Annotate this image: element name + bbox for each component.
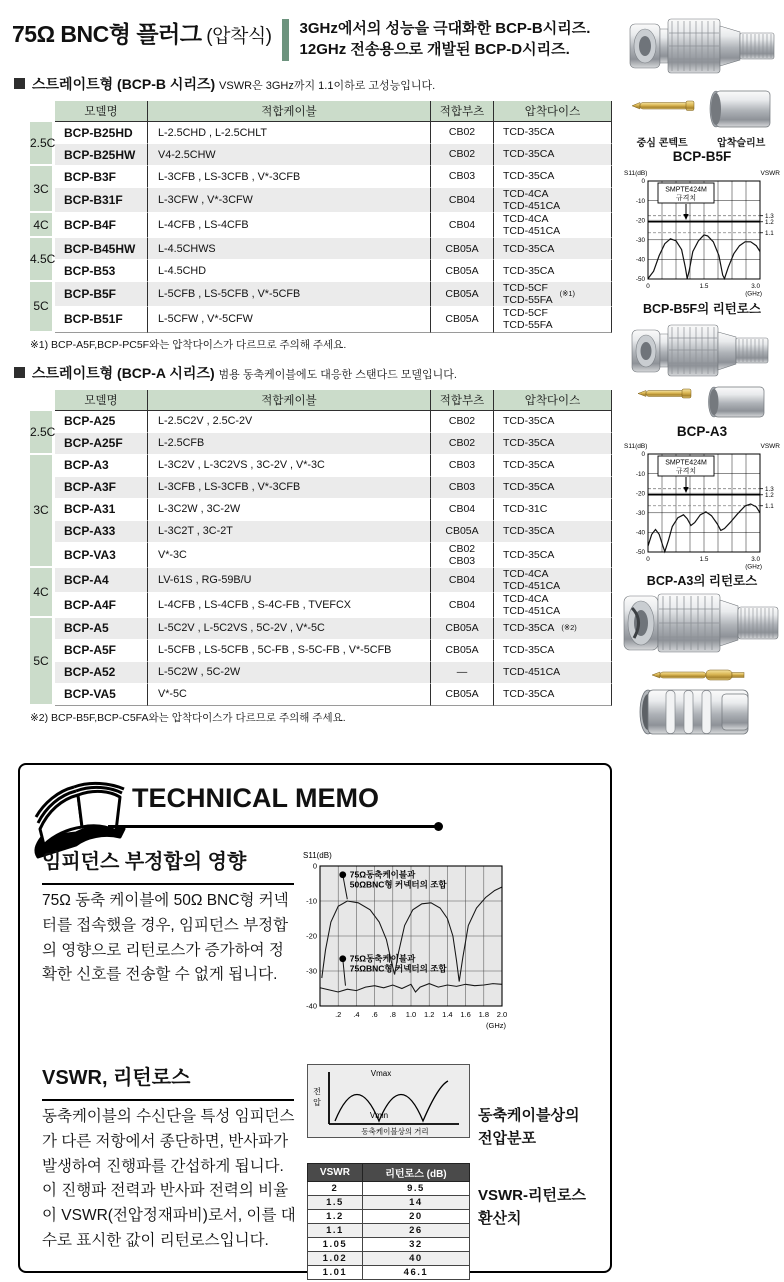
crimp-die: TCD-4CA TCD-451CA: [493, 593, 612, 618]
footnote-1: ※1) BCP-A5F,BCP-PC5F와는 압착다이스가 다르므로 주의해 주세요.: [30, 338, 347, 351]
model-name: BCP-B4F: [55, 213, 147, 238]
accent-bar: [282, 19, 289, 61]
compatible-cables: L-5CFB , LS-5CFB , V*-5CFB: [147, 282, 430, 307]
column-header-cable: 적합케이블: [147, 101, 430, 122]
voltage-caption-line2: 전압분포: [478, 1129, 536, 1147]
model-name: BCP-VA5: [55, 684, 147, 706]
model-name: BCP-A52: [55, 662, 147, 684]
svg-text:-30: -30: [306, 966, 317, 976]
svg-text:-10: -10: [306, 896, 317, 906]
vswr-cell: 32: [362, 1238, 469, 1252]
compatible-boot: CB05A: [430, 684, 493, 706]
title-rule: [108, 825, 440, 828]
compatible-boot: —: [430, 662, 493, 684]
model-name: BCP-A3: [55, 455, 147, 477]
svg-text:-20: -20: [635, 217, 645, 225]
compatible-cables: L-4.5CHWS: [147, 238, 430, 260]
vswr-cell: 1.01: [308, 1266, 363, 1280]
bcp-a3-return-loss-chart: [622, 440, 782, 570]
column-header-die: 압착다이스: [493, 101, 612, 122]
model-name: BCP-VA3: [55, 543, 147, 568]
compatible-cables: V*-3C: [147, 543, 430, 568]
crimp-die: TCD-31C: [493, 499, 612, 521]
model-name: BCP-A5: [55, 618, 147, 640]
vswr-cell: 1.02: [308, 1252, 363, 1266]
crimp-die: TCD-4CA TCD-451CA: [493, 568, 612, 593]
center-contact-label: 중심 콘텍트: [636, 138, 688, 149]
column-header-model: 모델명: [55, 390, 147, 411]
vswr-row: [308, 1224, 470, 1238]
model-name: BCP-B53: [55, 260, 147, 282]
svg-text:S11(dB): S11(dB): [303, 851, 332, 860]
spec-table-a-series: [30, 390, 612, 706]
vswr-col-header: VSWR: [308, 1164, 363, 1182]
voltage-axis-char-2: 압: [313, 1098, 321, 1107]
spec-row: [30, 307, 612, 332]
bnc-plug-photo-3: [622, 588, 782, 738]
cable-size-group: 4C: [30, 213, 55, 238]
compatible-cables: L-3CFB , LS-3CFB , V*-3CFB: [147, 166, 430, 188]
cable-size-group: 4.5C: [30, 238, 55, 282]
svg-text:3.0: 3.0: [751, 556, 760, 563]
svg-text:VSWR: VSWR: [760, 443, 780, 450]
compatible-boot: CB05A: [430, 521, 493, 543]
vswr-cell: 1.5: [308, 1196, 363, 1210]
crimp-die: TCD-35CA: [493, 238, 612, 260]
crimp-die: TCD-35CA: [493, 433, 612, 455]
compatible-boot: CB05A: [430, 307, 493, 332]
product1-caption: BCP-B5F: [672, 149, 732, 164]
svg-text:1.2: 1.2: [423, 1010, 435, 1019]
svg-text:규격치: 규격치: [675, 195, 697, 202]
header-spacer: [30, 101, 55, 122]
page-title: [12, 16, 272, 49]
svg-text:VSWR: VSWR: [760, 170, 780, 177]
sidebar: [620, 0, 784, 760]
svg-text:S11(dB): S11(dB): [624, 443, 648, 450]
svg-text:3.0: 3.0: [751, 283, 760, 290]
compatible-boot: CB02: [430, 433, 493, 455]
memo-heading-vswr: VSWR, 리턴로스: [42, 1061, 294, 1101]
vmax-label: Vmax: [370, 1069, 392, 1078]
model-name: BCP-A33: [55, 521, 147, 543]
svg-text:SMPTE424M: SMPTE424M: [665, 186, 707, 194]
tagline-line2: 12GHz 전송용으로 개발된 BCP-D시리즈.: [299, 41, 570, 58]
compatible-boot: CB04: [430, 499, 493, 521]
impedance-mismatch-chart: [298, 849, 513, 1034]
spec-row: [30, 122, 612, 144]
cable-size-group: 4C: [30, 568, 55, 618]
voltage-diagram-caption: [478, 1105, 579, 1150]
vswr-row: [308, 1266, 470, 1280]
svg-text:1.6: 1.6: [460, 1010, 471, 1019]
footnote-marker: (※2): [561, 623, 577, 633]
model-name: BCP-B31F: [55, 188, 147, 213]
spec-row: [30, 144, 612, 166]
svg-text:.6: .6: [371, 1010, 378, 1019]
compatible-cables: V4-2.5CHW: [147, 144, 430, 166]
svg-text:75Ω동축케이블과: 75Ω동축케이블과: [349, 869, 416, 880]
spec-row: [30, 568, 612, 593]
spec-row: [30, 477, 612, 499]
spec-table-b-series: [30, 101, 612, 333]
technical-memo-title: TECHNICAL MEMO: [132, 783, 379, 813]
compatible-boot: CB04: [430, 213, 493, 238]
vswr-cell: 1.1: [308, 1224, 363, 1238]
svg-text:1.3: 1.3: [765, 212, 774, 220]
compatible-cables: L-5C2V , L-5C2VS , 5C-2V , V*-5C: [147, 618, 430, 640]
crimp-die: TCD-5CF TCD-55FA (※1): [493, 282, 612, 307]
compatible-cables: L-4.5CHD: [147, 260, 430, 282]
svg-text:75Ω동축케이블과: 75Ω동축케이블과: [349, 953, 416, 964]
chart1-caption: BCP-B5F의 리턴로스: [642, 302, 762, 316]
spec-row: [30, 282, 612, 307]
crimp-die: TCD-451CA: [493, 662, 612, 684]
compatible-boot: CB02 CB03: [430, 543, 493, 568]
column-header-cable: 적합케이블: [147, 390, 430, 411]
compatible-cables: L-5CFW , V*-5CFW: [147, 307, 430, 332]
vswr-table-caption: [478, 1185, 586, 1230]
tagline: [300, 16, 591, 60]
model-name: BCP-A4: [55, 568, 147, 593]
vswr-cell: 14: [362, 1196, 469, 1210]
svg-text:S11(dB): S11(dB): [624, 170, 648, 177]
column-header-die: 압착다이스: [493, 390, 612, 411]
svg-text:SMPTE424M: SMPTE424M: [665, 459, 707, 467]
vswr-caption-line1: VSWR-리턴로스: [478, 1187, 586, 1204]
vswr-row: [308, 1252, 470, 1266]
compatible-boot: CB04: [430, 568, 493, 593]
svg-text:2.0: 2.0: [496, 1010, 508, 1019]
compatible-cables: L-2.5CFB: [147, 433, 430, 455]
compatible-boot: CB03: [430, 477, 493, 499]
compatible-cables: L-2.5C2V , 2.5C-2V: [147, 411, 430, 433]
model-name: BCP-A31: [55, 499, 147, 521]
spec-row: [30, 433, 612, 455]
column-header-boot: 적합부츠: [430, 101, 493, 122]
page-header: [12, 16, 620, 61]
model-name: BCP-A25: [55, 411, 147, 433]
vswr-row: [308, 1210, 470, 1224]
bcp-b5f-return-loss-chart: [622, 167, 782, 297]
compatible-boot: CB05A: [430, 640, 493, 662]
vswr-row: [308, 1196, 470, 1210]
section-subtext-a: 범용 동축케이블에도 대응한 스탠다드 모델입니다.: [218, 368, 457, 381]
model-name: BCP-A25F: [55, 433, 147, 455]
svg-text:1.1: 1.1: [765, 229, 774, 237]
page-title-sub: (압착식): [201, 26, 272, 47]
vswr-conversion-table: [307, 1163, 470, 1280]
compatible-boot: CB05A: [430, 282, 493, 307]
distance-axis-label: 동축케이블상의 거리: [361, 1127, 429, 1136]
header-spacer: [30, 390, 55, 411]
spec-row: [30, 455, 612, 477]
compatible-cables: L-4CFB , LS-4CFB , S-4C-FB , TVEFCX: [147, 593, 430, 618]
compatible-boot: CB03: [430, 455, 493, 477]
technical-memo-box: [18, 763, 612, 1278]
chart2-caption: BCP-A3의 리턴로스: [646, 574, 758, 588]
voltage-axis-char-1: 전: [313, 1087, 321, 1096]
compatible-cables: LV-61S , RG-59B/U: [147, 568, 430, 593]
compatible-cables: L-2.5CHD , L-2.5CHLT: [147, 122, 430, 144]
svg-text:0: 0: [646, 556, 650, 563]
product2-caption: BCP-A3: [676, 424, 728, 439]
model-name: BCP-A3F: [55, 477, 147, 499]
crimp-die: TCD-35CA: [493, 477, 612, 499]
compatible-boot: CB02: [430, 144, 493, 166]
compatible-cables: L-5C2W , 5C-2W: [147, 662, 430, 684]
svg-text:.8: .8: [389, 1010, 396, 1019]
section-heading-a-text: 스트레이트형 (BCP-A 시리즈): [32, 364, 215, 381]
compatible-boot: CB04: [430, 593, 493, 618]
crimp-sleeve-label: 압착슬리브: [717, 138, 766, 149]
svg-text:-30: -30: [635, 510, 645, 517]
compatible-cables: L-3CFB , LS-3CFB , V*-3CFB: [147, 477, 430, 499]
column-header-model: 모델명: [55, 101, 147, 122]
memo-paragraph-vswr: 동축케이블의 수신단을 특성 임피던스가 다른 저항에서 종단하면, 반사파가 발생하여 진행파를 간섭하게 됩니다. 이 진행파 전력과 반사파 전력의 비율이 VSWR(전압정재파비)로서, 이를 대수로 표시한 값이 리턴로스입니다.: [42, 1108, 296, 1249]
cable-size-group: 2.5C: [30, 411, 55, 455]
spec-row: [30, 543, 612, 568]
model-name: BCP-B25HW: [55, 144, 147, 166]
crimp-die: TCD-35CA (※2): [493, 618, 612, 640]
svg-text:0: 0: [641, 178, 645, 186]
svg-text:0: 0: [646, 283, 650, 290]
spec-row: [30, 684, 612, 706]
vswr-col-header: 리턴로스 (dB): [362, 1164, 469, 1182]
svg-text:1.3: 1.3: [765, 485, 774, 493]
crimp-die: TCD-4CA TCD-451CA: [493, 188, 612, 213]
vswr-cell: 9.5: [362, 1182, 469, 1196]
svg-text:-20: -20: [635, 490, 645, 498]
svg-text:.4: .4: [353, 1010, 360, 1019]
crimp-die: TCD-35CA: [493, 166, 612, 188]
footnote-2: ※2) BCP-B5F,BCP-C5FA와는 압착다이스가 다르므로 주의해 주세요.: [30, 711, 346, 724]
svg-text:1.1: 1.1: [765, 502, 774, 510]
crimp-die: TCD-35CA: [493, 684, 612, 706]
crimp-die: TCD-35CA: [493, 122, 612, 144]
main-column: [0, 0, 620, 725]
svg-text:-10: -10: [635, 470, 645, 478]
model-name: BCP-A5F: [55, 640, 147, 662]
crimp-die: TCD-35CA: [493, 521, 612, 543]
spec-row: [30, 662, 612, 684]
crimp-die: TCD-5CF TCD-55FA: [493, 307, 612, 332]
svg-text:1.5: 1.5: [699, 283, 709, 290]
section-heading-a: [14, 363, 620, 383]
svg-text:(GHz): (GHz): [486, 1021, 506, 1030]
vswr-cell: 1.05: [308, 1238, 363, 1252]
compatible-boot: CB05A: [430, 238, 493, 260]
crimp-die: TCD-35CA: [493, 260, 612, 282]
bcp-b5f-photo: [628, 10, 778, 132]
spec-row: [30, 238, 612, 260]
crimp-die: TCD-35CA: [493, 411, 612, 433]
compatible-boot: CB05A: [430, 618, 493, 640]
memo-paragraph-impedance: 75Ω 동축 케이블에 50Ω BNC형 커넥터를 접속했을 경우, 임피던스 부정합의 영향으로 리턴로스가 증가하여 정확한 신호를 전송할 수 없게 됩니다.: [42, 892, 289, 984]
svg-text:규격치: 규격치: [675, 468, 697, 475]
crimp-die: TCD-35CA: [493, 640, 612, 662]
svg-text:-40: -40: [635, 529, 645, 537]
svg-text:1.0: 1.0: [405, 1010, 417, 1019]
crimp-die: TCD-4CA TCD-451CA: [493, 213, 612, 238]
vswr-caption-line2: 환산치: [478, 1209, 522, 1227]
compatible-cables: L-3C2W , 3C-2W: [147, 499, 430, 521]
vswr-cell: 40: [362, 1252, 469, 1266]
tagline-line1: 3GHz에서의 성능을 극대화한 BCP-B시리즈.: [299, 20, 591, 37]
vswr-row: [308, 1182, 470, 1196]
vmin-label: Vmin: [369, 1111, 389, 1120]
vswr-cell: 26: [362, 1224, 469, 1238]
section-heading-b-text: 스트레이트형 (BCP-B 시리즈): [32, 76, 216, 92]
svg-text:75ΩBNC형 커넥터의 조합: 75ΩBNC형 커넥터의 조합: [349, 963, 447, 974]
memo-heading-impedance: 임피던스 부정합의 영향: [42, 845, 294, 885]
model-name: BCP-B51F: [55, 307, 147, 332]
column-header-boot: 적합부츠: [430, 390, 493, 411]
svg-text:(GHz): (GHz): [745, 563, 762, 570]
model-name: BCP-B25HD: [55, 122, 147, 144]
compatible-boot: CB04: [430, 188, 493, 213]
vswr-cell: 2: [308, 1182, 363, 1196]
svg-text:0: 0: [312, 861, 317, 871]
vswr-cell: 1.2: [308, 1210, 363, 1224]
spec-row: [30, 213, 612, 238]
product-part-labels: [622, 134, 780, 149]
cable-size-group: 5C: [30, 618, 55, 706]
vswr-cell: 46.1: [362, 1266, 469, 1280]
spec-row: [30, 188, 612, 213]
vswr-row: [308, 1238, 470, 1252]
spec-row: [30, 618, 612, 640]
svg-text:0: 0: [641, 451, 645, 459]
model-name: BCP-B5F: [55, 282, 147, 307]
compatible-boot: CB03: [430, 166, 493, 188]
crimp-die: TCD-35CA: [493, 543, 612, 568]
svg-text:.2: .2: [335, 1010, 342, 1019]
spec-row: [30, 593, 612, 618]
svg-text:1.4: 1.4: [442, 1010, 453, 1019]
svg-text:-50: -50: [635, 549, 645, 557]
svg-text:(GHz): (GHz): [745, 290, 762, 297]
compatible-cables: L-5CFB , LS-5CFB , 5C-FB , S-5C-FB , V*-5CFB: [147, 640, 430, 662]
svg-text:1.5: 1.5: [699, 556, 709, 563]
svg-text:-40: -40: [635, 256, 645, 264]
svg-text:1.2: 1.2: [765, 491, 774, 499]
section-heading-b: [14, 74, 620, 94]
vswr-cell: 20: [362, 1210, 469, 1224]
compatible-cables: V*-5C: [147, 684, 430, 706]
cable-size-group: 3C: [30, 455, 55, 568]
model-name: BCP-B3F: [55, 166, 147, 188]
compatible-cables: L-3C2V , L-3C2VS , 3C-2V , V*-3C: [147, 455, 430, 477]
voltage-caption-line1: 동축케이블상의: [478, 1107, 580, 1124]
compatible-boot: CB02: [430, 122, 493, 144]
svg-text:1.2: 1.2: [765, 218, 774, 226]
cable-size-group: 3C: [30, 166, 55, 213]
spec-row: [30, 166, 612, 188]
spec-row: [30, 499, 612, 521]
crimp-die: TCD-35CA: [493, 144, 612, 166]
spec-row: [30, 521, 612, 543]
svg-text:1.8: 1.8: [478, 1010, 490, 1019]
square-bullet-icon: [14, 367, 25, 378]
voltage-distribution-diagram: [307, 1064, 470, 1138]
compatible-cables: L-3C2T , 3C-2T: [147, 521, 430, 543]
model-name: BCP-B45HW: [55, 238, 147, 260]
compatible-boot: CB02: [430, 411, 493, 433]
crimp-die: TCD-35CA: [493, 455, 612, 477]
svg-text:-40: -40: [306, 1001, 317, 1011]
spec-row: [30, 640, 612, 662]
svg-text:50ΩBNC형 커넥터의 조합: 50ΩBNC형 커넥터의 조합: [349, 879, 447, 890]
compatible-cables: L-4CFB , LS-4CFB: [147, 213, 430, 238]
spec-row: [30, 411, 612, 433]
compatible-boot: CB05A: [430, 260, 493, 282]
svg-text:-20: -20: [306, 931, 317, 941]
bcp-a3-photo: [630, 322, 775, 422]
page-title-main: 75Ω BNC형 플러그: [12, 21, 202, 47]
cable-size-group: 2.5C: [30, 122, 55, 166]
model-name: BCP-A4F: [55, 593, 147, 618]
compatible-cables: L-3CFW , V*-3CFW: [147, 188, 430, 213]
footnote-marker: (※1): [559, 289, 576, 298]
spec-row: [30, 260, 612, 282]
svg-text:-10: -10: [635, 197, 645, 205]
section-subtext-b: VSWR은 3GHz까지 1.1이하로 고성능입니다.: [219, 80, 436, 92]
title-rule-dot: [434, 822, 443, 831]
svg-text:-30: -30: [635, 237, 645, 244]
cable-size-group: 5C: [30, 282, 55, 332]
square-bullet-icon: [14, 78, 25, 89]
svg-text:-50: -50: [635, 276, 645, 284]
